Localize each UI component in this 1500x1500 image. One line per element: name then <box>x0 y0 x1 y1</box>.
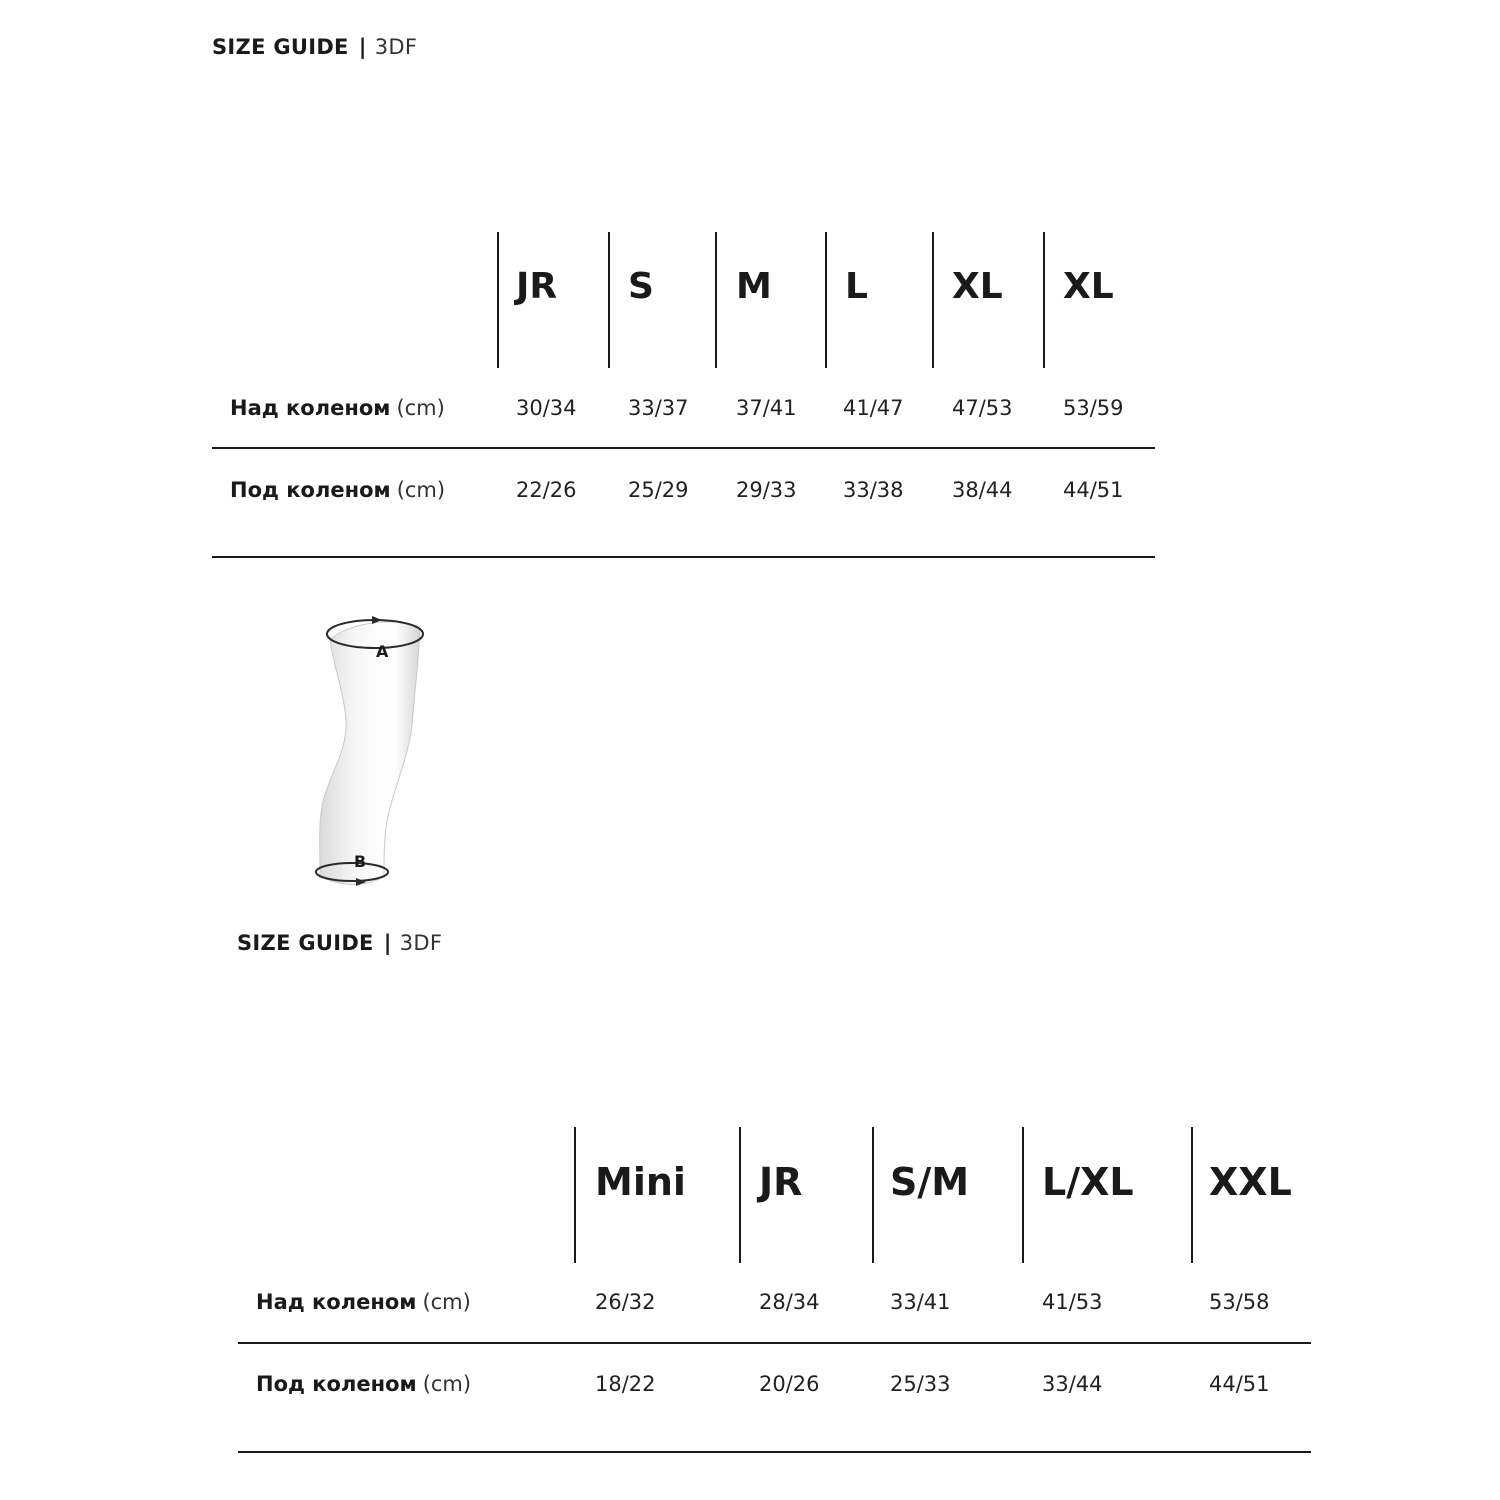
table-cell: 33/37 <box>628 396 689 420</box>
table-cell: 41/47 <box>843 396 904 420</box>
table-cell: 33/44 <box>1042 1372 1103 1396</box>
row-label-text: Под коленом <box>230 478 391 502</box>
table-cell: 53/58 <box>1209 1290 1270 1314</box>
table-cell: 29/33 <box>736 478 797 502</box>
guide-model-name: 3DF <box>399 931 443 955</box>
size-header-mini: Mini <box>595 1160 686 1204</box>
table-cell: 26/32 <box>595 1290 656 1314</box>
size-header-xl-2: XL <box>1063 266 1114 307</box>
row-divider <box>212 447 1155 449</box>
table-bottom-border <box>212 556 1155 558</box>
table-bottom-border <box>238 1451 1311 1453</box>
table-cell: 25/29 <box>628 478 689 502</box>
column-divider <box>1191 1127 1193 1263</box>
table-cell: 30/34 <box>516 396 577 420</box>
table-cell: 28/34 <box>759 1290 820 1314</box>
size-header-xl: XL <box>952 266 1003 307</box>
table-cell: 44/51 <box>1209 1372 1270 1396</box>
size-guide-title-2 <box>237 931 442 955</box>
column-divider <box>1043 232 1045 368</box>
size-header-jr: JR <box>759 1160 803 1204</box>
row-label-below-knee <box>256 1372 471 1396</box>
column-divider <box>574 1127 576 1263</box>
column-divider <box>872 1127 874 1263</box>
size-guide-title-1 <box>212 35 417 59</box>
row-label-unit: (cm) <box>422 1290 471 1314</box>
row-label-text: Над коленом <box>230 396 391 420</box>
knee-sleeve-illustration <box>290 608 450 908</box>
column-divider <box>1022 1127 1024 1263</box>
table-cell: 22/26 <box>516 478 577 502</box>
column-divider <box>825 232 827 368</box>
size-header-xxl: XXL <box>1209 1160 1292 1204</box>
table-cell: 37/41 <box>736 396 797 420</box>
size-header-jr: JR <box>516 266 558 307</box>
table-cell: 47/53 <box>952 396 1013 420</box>
row-label-text: Над коленом <box>256 1290 417 1314</box>
guide-title-text: SIZE GUIDE <box>212 35 349 59</box>
marker-a-label: A <box>376 642 389 661</box>
table-cell: 44/51 <box>1063 478 1124 502</box>
guide-title-text: SIZE GUIDE <box>237 931 374 955</box>
column-divider <box>715 232 717 368</box>
table-cell: 20/26 <box>759 1372 820 1396</box>
size-header-m: M <box>736 266 772 307</box>
table-cell: 53/59 <box>1063 396 1124 420</box>
table-cell: 33/38 <box>843 478 904 502</box>
table-cell: 33/41 <box>890 1290 951 1314</box>
column-divider <box>932 232 934 368</box>
column-divider <box>739 1127 741 1263</box>
guide-title-separator: | <box>383 931 392 955</box>
knee-sleeve-figure <box>290 608 450 908</box>
row-label-below-knee <box>230 478 445 502</box>
guide-model-name: 3DF <box>374 35 418 59</box>
row-label-unit: (cm) <box>422 1372 472 1396</box>
size-header-l: L <box>845 266 868 307</box>
column-divider <box>497 232 499 368</box>
marker-b-label: B <box>354 852 367 871</box>
table-cell: 41/53 <box>1042 1290 1103 1314</box>
row-label-text: Под коленом <box>256 1372 417 1396</box>
size-header-s-m: S/M <box>890 1160 970 1204</box>
row-label-above-knee <box>256 1290 471 1314</box>
row-label-unit: (cm) <box>396 396 445 420</box>
guide-title-separator: | <box>358 35 367 59</box>
table-cell: 25/33 <box>890 1372 951 1396</box>
table-cell: 18/22 <box>595 1372 656 1396</box>
row-label-unit: (cm) <box>396 478 446 502</box>
row-label-above-knee <box>230 396 445 420</box>
column-divider <box>608 232 610 368</box>
size-header-l-xl: L/XL <box>1042 1160 1134 1204</box>
table-cell: 38/44 <box>952 478 1013 502</box>
size-header-s: S <box>628 266 654 307</box>
row-divider <box>238 1342 1311 1344</box>
